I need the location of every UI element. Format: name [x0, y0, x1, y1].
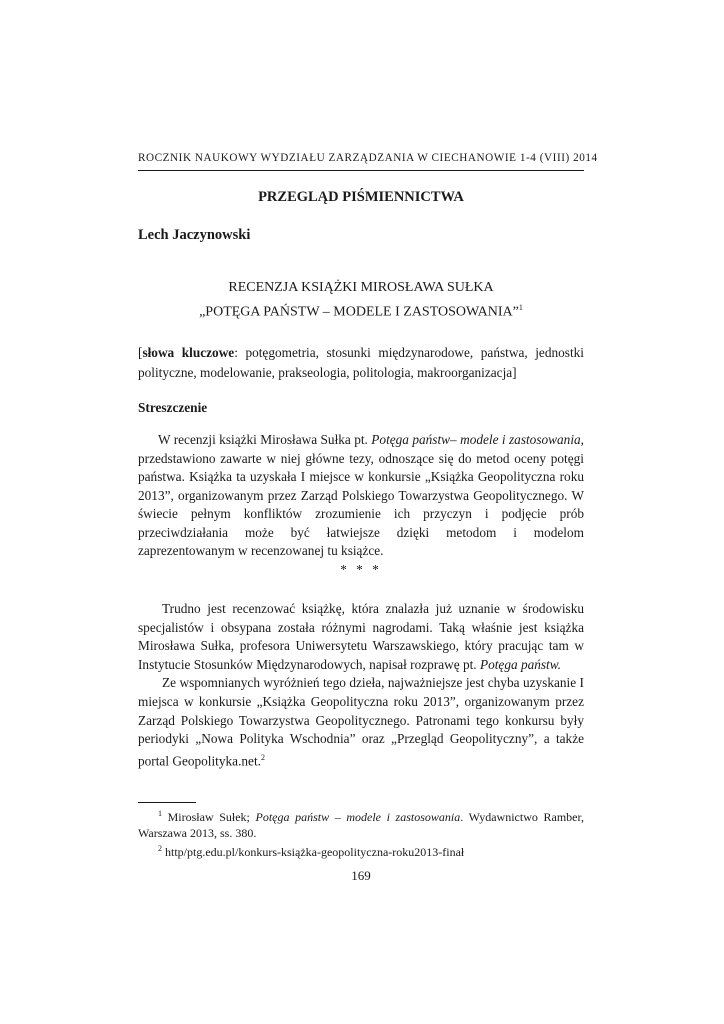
article-title-line-1: RECENZJA KSIĄŻKI MIROSŁAWA SUŁKA [228, 280, 494, 295]
abstract-intro: W recenzji książki Mirosława Sułka pt. [158, 432, 372, 447]
abstract-paragraph [138, 431, 584, 561]
body-footnote-ref-2: 2 [260, 752, 265, 762]
footnote-2-number: 2 [158, 844, 162, 853]
article-title-line-2-text: „POTĘGA PAŃSTW – MODELE I ZASTOSOWANIA” [199, 304, 519, 320]
keywords-label: słowa kluczowe [142, 345, 235, 360]
keywords [138, 343, 584, 383]
footnote-1-number: 1 [158, 809, 162, 818]
body-paragraph-1-italic: Potęga państw. [479, 656, 561, 672]
page-number: 169 [351, 868, 371, 883]
header-rule [138, 170, 584, 171]
title-footnote-ref: 1 [518, 303, 523, 312]
body-paragraph-2 [138, 674, 584, 770]
author-name: Lech Jaczynowski [138, 227, 251, 243]
footnote-2-text: http/ptg.edu.pl/konkurs-książka-geopolityczna-roku2013-finał [162, 845, 465, 859]
keywords-list: : potęgometria, stosunki międzynarodowe, państwa, jednostki polityczne, modelowanie, prakseologia, politologia, makroorganizacja] [138, 345, 584, 380]
footnotes [138, 806, 584, 860]
body-paragraph-1 [138, 600, 584, 674]
article-title [138, 278, 584, 323]
footnote-1 [138, 806, 584, 841]
footnote-rule [138, 802, 196, 803]
body-paragraph-2-text: Ze wspomnianych wyróżnień tego dzieła, najważniejsze jest chyba uzyskanie I miejsca w konkursie „Książka Geopolityczna roku 2013”, organizowanym przez Zarząd Polskiego Towarzystwa Geopolitycznego. Patronami tego konkursu były periodyki „Nowa Polityka Wschodnia” oraz „Przegląd Geopolityczny”, a także portal Geopolityka.net. [138, 675, 584, 769]
body-text [138, 600, 584, 771]
keywords-bracket: [ [138, 345, 143, 360]
abstract-rest: przedstawiono zawarte w niej główne tezy, odnoszące się do metod oceny potęgi państwa. Książka ta uzyskała I miejsce w konkursie „Książka Geopolityczna roku 2013”, organizowanym przez Zarząd Polskiego Towarzystwa Geopolitycznego. W świecie pełnym konfliktów zrozumienie ich przyczyn i podjęcie prób przeciwdziałania może być łatwiejsze dzięki metodom i modelom zaprezentowanym w recenzowanej tu książce. [138, 450, 584, 558]
section-title: PRZEGLĄD PIŚMIENNICTWA [258, 189, 464, 205]
abstract-book-title: Potęga państw– modele i zastosowania, [371, 432, 584, 447]
footnote-1-after: . Wydawnictwo Ramber, Warszawa 2013, ss. 380. [138, 810, 585, 840]
abstract-heading: Streszczenie [138, 400, 208, 415]
section-separator: * * * [340, 562, 382, 577]
footnote-2 [138, 841, 584, 860]
footnote-1-before: Mirosław Sułek; [162, 810, 256, 824]
article-title-line-2 [138, 298, 584, 323]
footnote-1-italic: Potęga państw – modele i zastosowania [255, 810, 461, 824]
body-paragraph-1-text: Trudno jest recenzować książkę, która znalazła już uznanie w środowisku specjalistów i obsypana została różnymi nagrodami. Taką właśnie jest książka Mirosława Sułka, profesora Uniwersytetu Warszawskiego, który pracując tam w Instytucie Stosunków Międzynarodowych, napisał rozprawę pt. [138, 601, 584, 672]
running-head: ROCZNIK NAUKOWY WYDZIAŁU ZARZĄDZANIA W CIECHANOWIE 1-4 (VIII) 2014 [138, 152, 598, 164]
